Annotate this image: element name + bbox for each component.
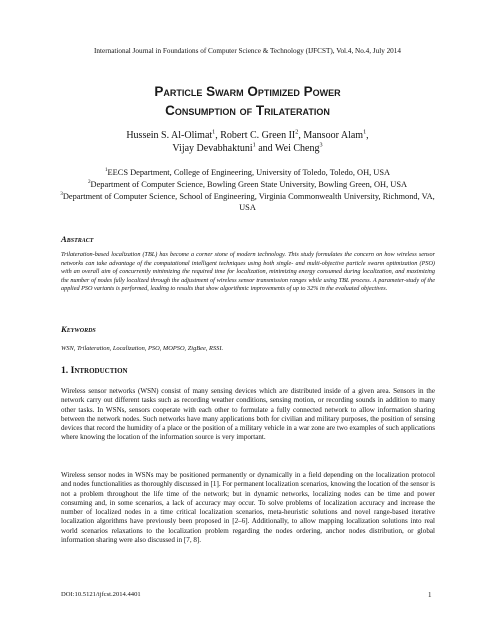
author-line-1: [70, 129, 425, 142]
author-affil-mark: 1: [252, 141, 256, 149]
author-affil-mark: 1: [363, 128, 367, 136]
keywords-heading: Keywords: [61, 324, 96, 334]
footer-doi: DOI:10.5121/ijfcst.2014.4401: [61, 591, 141, 598]
body-paragraph: Wireless sensor nodes in WSNs may be positioned permanently or dynamically in a field depending on the localization protocol and nodes functionalities as thoroughly discussed in [1]. For permanent localization scenarios, knowing the location of the sensor is not a problem throughout the life time of the network; but in dynamic networks, localizing nodes can be time and power consuming and, in some scenarios, a lack of accuracy may occur. To solve problems of localization accuracy and increase the number of localized nodes in a time critical localization scenarios, meta-heuristic solutions and novel range-based iterative localization algorithms have previously been proposed in [2–6]. Additionally, to allow mapping localization solutions into real world scenarios relaxations to the localization problem regarding the nodes ordering, anchor nodes distribution, or global information sharing were also discussed in [7, 8].: [61, 471, 435, 545]
paper-title: [40, 82, 455, 120]
author-line-2: [70, 142, 425, 155]
author-name: Vijay Devabhaktuni: [172, 143, 253, 154]
author-separator: ,: [366, 130, 369, 141]
author-name: Robert C. Green II: [220, 130, 296, 141]
introduction-heading: 1. Introduction: [61, 365, 128, 376]
title-line-1: Particle Swarm Optimized Power: [154, 84, 341, 99]
affiliation-text: EECS Department, College of Engineering, University of Toledo, Toledo, OH, USA: [107, 168, 391, 177]
author-name: Mansoor Alam: [303, 130, 364, 141]
affiliation-text: Department of Computer Science, School of Engineering, Virginia Commonwealth University, Richmond, VA, USA: [62, 192, 435, 212]
running-head: International Journal in Foundations of Computer Science & Technology (IJFCST), Vol.4, No.4, July 2014: [94, 47, 401, 55]
abstract-heading: Abstract: [61, 234, 94, 244]
author-affil-mark: 2: [295, 128, 299, 136]
author-separator: ,: [215, 130, 221, 141]
affiliation: [60, 167, 435, 178]
affiliation-text: Department of Computer Science, Bowling Green State University, Bowling Green, OH, USA: [90, 180, 408, 189]
abstract-body: Trilateration-based localization (TBL) has become a corner stone of modern technology. This study formulates the concern on how wireless sensor networks can take advantage of the computational intelligent techniques using both single- and multi-objective particle swarm optimization (PSO) with an overall aim of concurrently minimizing the required time for localization, minimizing energy consumed during localization, and maximizing the number of nodes fully localized through the adjustment of wireless sensor transmission ranges while using TBL process. A parameter-study of the applied PSO variants is performed, leading to results that show algorithmic improvements of up to 32% in the evaluated objectives.: [61, 251, 435, 293]
affiliation: [60, 191, 435, 213]
title-line-2: Consumption of Trilateration: [165, 103, 330, 118]
author-name: Wei Cheng: [275, 143, 320, 154]
keywords-body: WSN, Trilateration, Localization, PSO, MOPSO, ZigBee, RSSI.: [61, 345, 224, 352]
affiliation-list: [60, 167, 435, 214]
body-paragraph: Wireless sensor networks (WSN) consist of many sensing devices which are distributed inside of a given area. Sensors in the network carry out different tasks such as recording weather conditions, sensing motion, or recording sounds in addition to many other tasks. In WSNs, sensors cooperate with each other to formulate a fully connected network to allow information sharing between the network nodes. Such networks have many applications both for civilian and military purposes, the position of sensing devices that record the humidity of a place or the position of a military vehicle in a war zone are two examples of such applications where knowing the location of the information source is very important.: [61, 387, 435, 442]
author-separator: and: [255, 143, 275, 154]
page-number: 1: [428, 591, 432, 599]
affiliation-mark: 1: [104, 167, 108, 174]
affiliation-mark: 2: [87, 179, 91, 186]
author-separator: ,: [298, 130, 304, 141]
author-list: [70, 129, 425, 155]
author-affil-mark: 3: [319, 141, 323, 149]
affiliation: [60, 179, 435, 190]
author-affil-mark: 1: [212, 128, 216, 136]
affiliation-mark: 3: [60, 191, 63, 198]
author-name: Hussein S. Al-Olimat: [126, 130, 213, 141]
